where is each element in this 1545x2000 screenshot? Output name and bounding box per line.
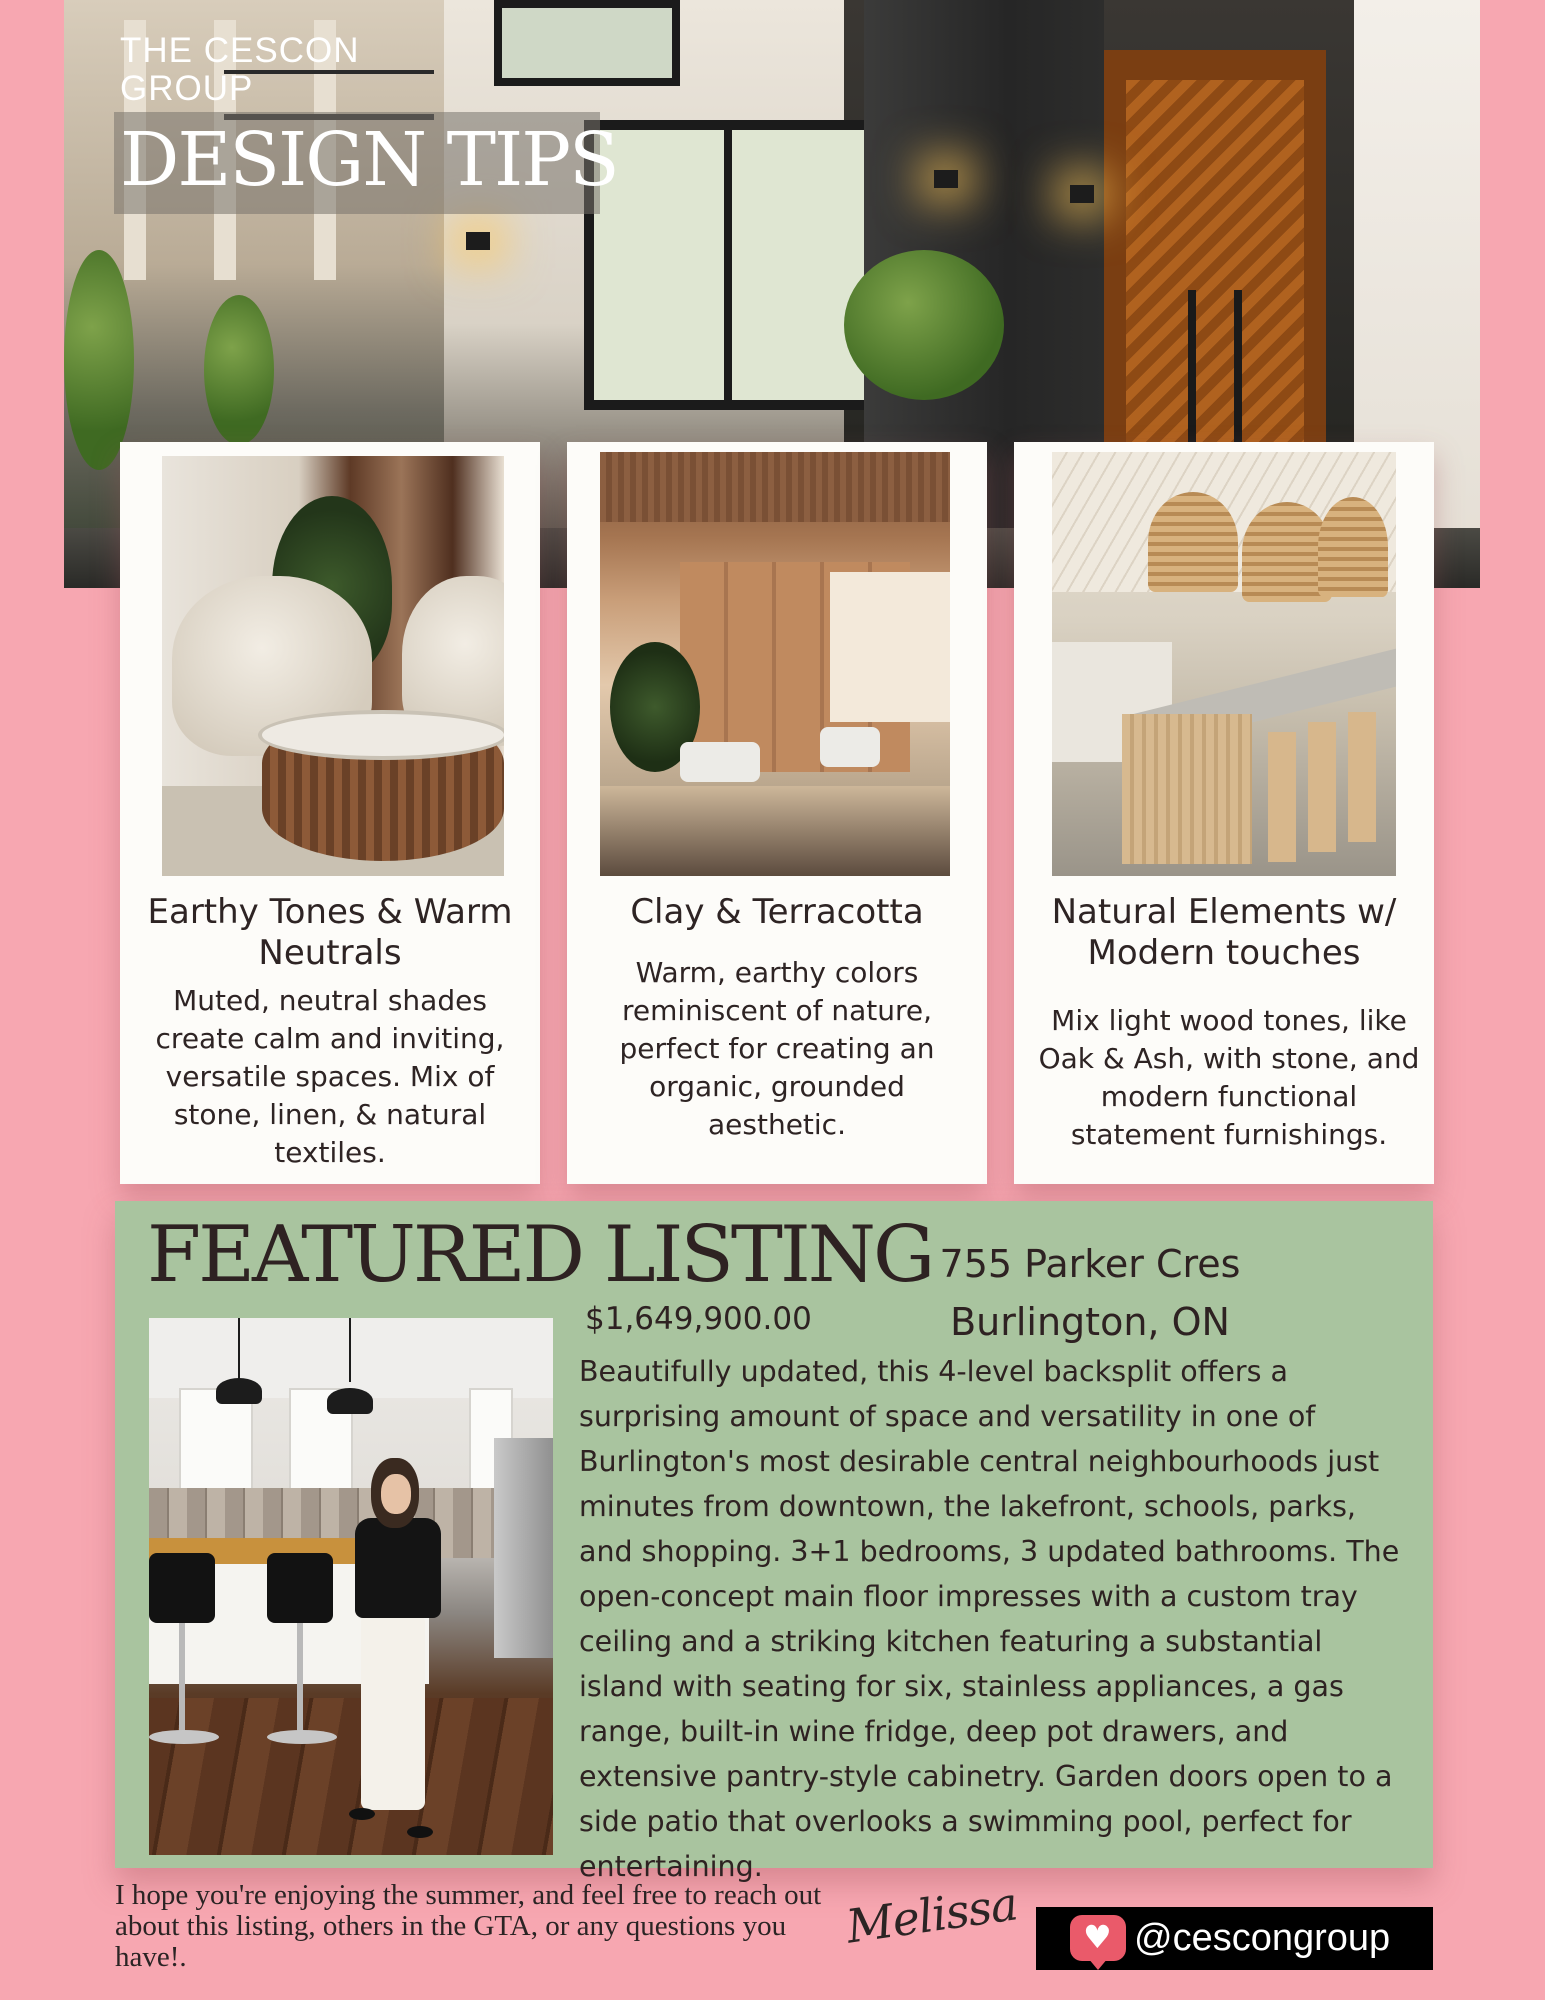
kitchen-photo xyxy=(1052,452,1396,876)
featured-listing-panel xyxy=(115,1201,1433,1883)
tip-heading: Natural Elements w/ Modern touches xyxy=(1051,892,1397,973)
terracotta-room-photo xyxy=(600,452,950,876)
living-room-photo xyxy=(162,456,504,876)
hero-door xyxy=(1126,80,1304,460)
listing-description: Beautifully updated, this 4-level backsplit offers a surprising amount of space and versatility in one of Burlington's most desirable central neighbourhoods just minutes from downtown, the lakefront, schools, parks, and shopping. 3+1 bedrooms, 3 updated bathrooms. The open-concept main floor impresses with a custom tray ceiling and a striking kitchen featuring a substantial island with seating for six, stainless appliances, a gas range, built-in wine fridge, deep pot drawers, and extensive pantry-style cabinetry. Garden doors open to a side patio that overlooks a swimming pool, perfect for entertaining. xyxy=(579,1355,1400,1883)
shrub xyxy=(844,250,1004,400)
address-line-2: Burlington, ON xyxy=(950,1300,1230,1344)
social-handle-bar[interactable] xyxy=(1036,1907,1433,1970)
listing-kitchen-photo xyxy=(149,1318,553,1855)
tip-body: Muted, neutral shades create calm and inviting, versatile spaces. Mix of stone, linen, & natural textiles. xyxy=(155,984,505,1169)
shrub xyxy=(64,250,134,470)
listing-price: $1,649,900.00 xyxy=(585,1301,812,1337)
brand-name: THE CESCON GROUP xyxy=(120,31,360,108)
wall-lamp xyxy=(934,170,958,188)
wall-lamp xyxy=(1070,185,1094,203)
tip-body: Mix light wood tones, like Oak & Ash, with stone, and modern functional statement furnishings. xyxy=(1038,1004,1420,1151)
address-line-1: 755 Parker Cres xyxy=(939,1242,1241,1286)
tip-body: Warm, earthy colors reminiscent of nature, perfect for creating an organic, grounded aesthetic. xyxy=(619,956,935,1141)
heart-chat-icon xyxy=(1070,1915,1126,1961)
wall-lamp xyxy=(466,232,490,250)
social-handle[interactable]: @cescongroup xyxy=(1134,1917,1391,1959)
listing-address xyxy=(935,1235,1245,1351)
tip-card-earthy-tones xyxy=(120,442,540,1184)
tip-card-clay-terracotta xyxy=(567,442,987,1184)
closing-message: I hope you're enjoying the summer, and feel free to reach out about this listing, others in the GTA, or any questions you have!. xyxy=(115,1879,822,1973)
hero-window-top xyxy=(494,0,680,86)
page-title: DESIGN TIPS xyxy=(120,117,618,203)
signature: Melissa xyxy=(843,1876,1021,1954)
featured-title: FEATURED LISTING xyxy=(147,1210,933,1300)
tip-card-natural-elements xyxy=(1014,442,1434,1184)
tip-heading: Earthy Tones & Warm Neutrals xyxy=(147,892,513,973)
shrub xyxy=(204,295,274,445)
hero-window xyxy=(584,120,884,410)
tip-heading: Clay & Terracotta xyxy=(630,892,924,932)
